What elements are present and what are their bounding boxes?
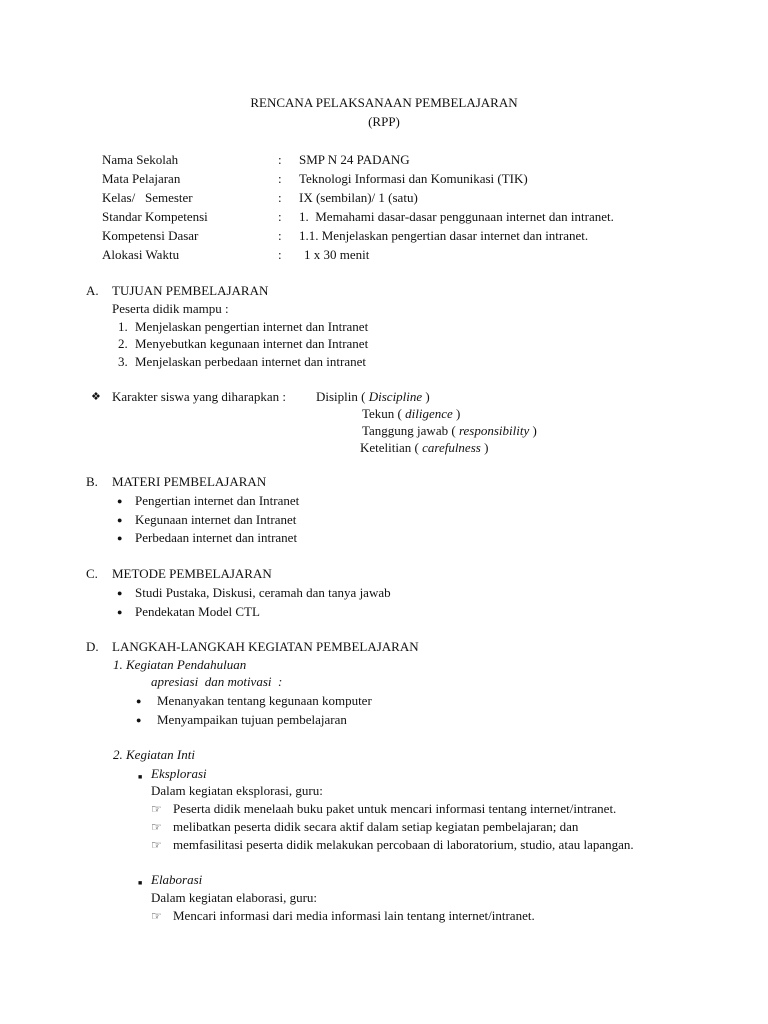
pointing-hand-icon: ☞ (151, 838, 162, 852)
identity-label: Nama Sekolah (102, 152, 179, 167)
identity-value: Teknologi Informasi dan Komunikasi (TIK) (299, 171, 528, 186)
list-item: memfasilitasi peserta didik melakukan percobaan di laboratorium, studio, atau lapangan. (173, 837, 634, 852)
pointing-hand-icon: ☞ (151, 909, 162, 923)
identity-value: IX (sembilan)/ 1 (satu) (299, 190, 418, 205)
identity-separator: : (278, 209, 282, 224)
bullet-icon: ● (136, 715, 142, 725)
square-bullet-icon: ■ (138, 773, 143, 781)
bullet-icon: ● (117, 588, 123, 598)
list-item: Mencari informasi dari media informasi lain tentang internet/intranet. (173, 908, 535, 923)
section-heading: MATERI PEMBELAJARAN (112, 474, 267, 489)
identity-separator: : (278, 190, 282, 205)
subsection-intro: Dalam kegiatan elaborasi, guru: (151, 890, 318, 905)
list-item: Studi Pustaka, Diskusi, ceramah dan tanya jawab (135, 585, 391, 600)
section-letter: C. (86, 566, 98, 581)
list-item: Perbedaan internet dan intranet (135, 530, 298, 545)
document-title: RENCANA PELAKSANAAN PEMBELAJARAN (250, 95, 518, 110)
identity-label: Kompetensi Dasar (102, 228, 199, 243)
identity-label: Standar Kompetensi (102, 209, 208, 224)
list-number: 2. (118, 336, 128, 351)
identity-separator: : (278, 228, 282, 243)
document-subtitle: (RPP) (368, 114, 400, 129)
karakter-trait: Tekun ( diligence ) (362, 406, 461, 421)
subsection-item-title: Elaborasi (151, 872, 203, 887)
section-letter: A. (86, 283, 99, 298)
karakter-trait: Ketelitian ( carefulness ) (360, 440, 489, 455)
section-heading: LANGKAH-LANGKAH KEGIATAN PEMBELAJARAN (112, 639, 419, 654)
identity-value: 1. Memahami dasar-dasar penggunaan internet dan intranet. (299, 209, 614, 224)
subsection-title: 1. Kegiatan Pendahuluan (113, 657, 247, 672)
list-item: Menanyakan tentang kegunaan komputer (157, 693, 372, 708)
subsection-title: 2. Kegiatan Inti (113, 747, 195, 762)
list-item: Kegunaan internet dan Intranet (135, 512, 297, 527)
karakter-trait: Tanggung jawab ( responsibility ) (362, 423, 537, 438)
list-number: 1. (118, 319, 128, 334)
identity-separator: : (278, 247, 282, 262)
list-item: Menjelaskan pengertian internet dan Intranet (135, 319, 369, 334)
section-letter: B. (86, 474, 98, 489)
identity-value: SMP N 24 PADANG (299, 152, 410, 167)
identity-separator: : (278, 152, 282, 167)
bullet-icon: ● (117, 533, 123, 543)
identity-value: 1 x 30 menit (304, 247, 370, 262)
list-item: melibatkan peserta didik secara aktif dalam setiap kegiatan pembelajaran; dan (173, 819, 579, 834)
pointing-hand-icon: ☞ (151, 820, 162, 834)
list-item: Menyampaikan tujuan pembelajaran (157, 712, 347, 727)
subsection-item-title: Eksplorasi (151, 766, 207, 781)
karakter-label: Karakter siswa yang diharapkan : (112, 389, 286, 404)
identity-label: Alokasi Waktu (102, 247, 180, 262)
list-number: 3. (118, 354, 128, 369)
section-heading: METODE PEMBELAJARAN (112, 566, 272, 581)
karakter-trait: Disiplin ( Discipline ) (316, 389, 430, 404)
identity-label: Mata Pelajaran (102, 171, 181, 186)
identity-value: 1.1. Menjelaskan pengertian dasar internet dan intranet. (299, 228, 589, 243)
identity-label: Kelas/ Semester (102, 190, 193, 205)
bullet-icon: ● (136, 696, 142, 706)
list-item: Peserta didik menelaah buku paket untuk mencari informasi tentang internet/intranet. (173, 801, 617, 816)
list-item: Menjelaskan perbedaan internet dan intranet (135, 354, 367, 369)
subsection-subtitle: apresiasi dan motivasi : (151, 674, 283, 689)
list-item: Pengertian internet dan Intranet (135, 493, 300, 508)
list-item: Pendekatan Model CTL (135, 604, 260, 619)
list-item: Menyebutkan kegunaan internet dan Intranet (135, 336, 369, 351)
bullet-icon: ● (117, 496, 123, 506)
identity-separator: : (278, 171, 282, 186)
section-intro: Peserta didik mampu : (112, 301, 229, 316)
section-heading: TUJUAN PEMBELAJARAN (112, 283, 269, 298)
pointing-hand-icon: ☞ (151, 802, 162, 816)
bullet-icon: ● (117, 515, 123, 525)
subsection-intro: Dalam kegiatan eksplorasi, guru: (151, 783, 323, 798)
bullet-icon: ● (117, 607, 123, 617)
diamond-bullet-icon: ❖ (91, 391, 101, 403)
square-bullet-icon: ■ (138, 879, 143, 887)
section-letter: D. (86, 639, 99, 654)
